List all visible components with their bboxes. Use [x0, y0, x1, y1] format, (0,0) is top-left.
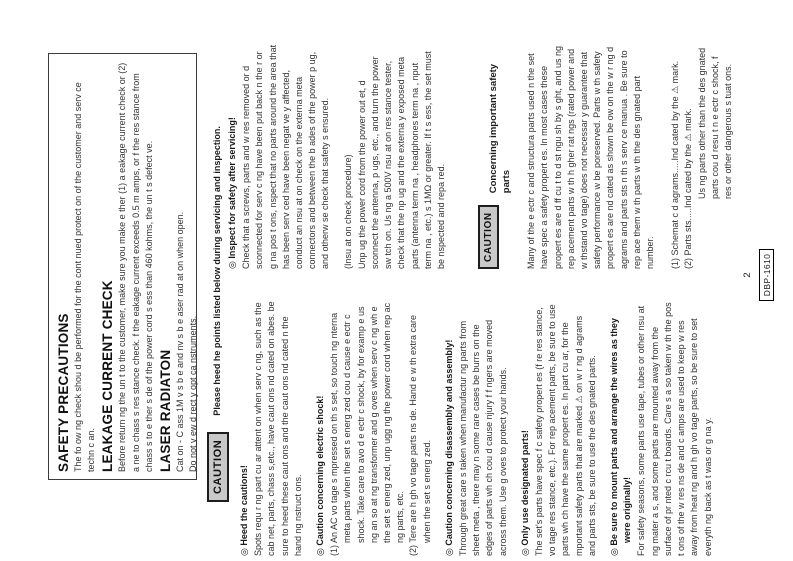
section-inspect-safety	[226, 44, 333, 269]
left-text-column	[238, 299, 724, 556]
right-text-column	[226, 44, 735, 269]
list-item: (2) Parts sts.....Ind cated by the ⚠ mark.	[683, 108, 694, 269]
leakage-current-check-title: LEAKAGE CURRENT CHECK	[100, 280, 116, 472]
marked-items-note: Us ng parts other than the des gnated parts cou d resu t n e ectr c shock, f res or other dangerous s tuat ons.	[696, 47, 734, 199]
section-heading: ◎ Inspect for safety after servicing!	[227, 117, 237, 269]
section-heading: ◎ Caution concerning disassembly and assembly!	[443, 339, 454, 556]
section-heading: (Insu at on check procedure)	[342, 154, 353, 269]
page-footer	[742, 239, 775, 311]
model-number-box: DBP-1610	[759, 249, 774, 301]
safety-precautions-box	[48, 53, 197, 480]
laser-radiation-text-1: Cat on - C ass 1M v s b e and nv s b e aser rad at on when open.	[175, 211, 186, 472]
section-insulation-check	[342, 44, 449, 269]
caution-badge: CAUTION	[207, 432, 229, 502]
list-item: (1) Schemat c d agrams.....Ind cated by the ⚠ mark.	[670, 60, 681, 269]
section-heading: ◎ Heed the cautions!	[239, 465, 249, 556]
section-electric-shock	[314, 299, 434, 556]
section-heading: ◎ Be sure to mount parts and arrange the wires as they were originally!	[609, 318, 633, 556]
leakage-current-check-text: Before return ng the un t to the customer, make sure you make e ther (1) a eakage current check or (2) a ne to chass s res stance check. f the eakage current exceeds 0.5 m amps, or f the res stance from chass s to e ther s de of the power cord s ess than 460 kohms, the un t s defect ve.	[117, 62, 154, 472]
laser-radiation-title: LASER RADIATON	[158, 349, 174, 472]
caution-banner-text: Please heed he points listed below during servicing and inspection.	[212, 126, 222, 416]
important-parts-paragraph: Many of the e ectr c and structura parts used n the set have spec a safety propert es. In most cases these propert es are d ff cu t to d st ngu sh by s ght, and us ng rep acement parts w th h gher rat ngs (rated power and w thstand vo tage) does not necessar y guarantee that safety performance w be poreserved. Parts w th safety propert es are nd cated as shown be ow on the w r ng d agrams and parts sts n th s serv ce manua . Be sure to rep ace them w th parts w th the des gnated part number.	[526, 46, 656, 269]
page-number: 2	[742, 272, 753, 278]
paragraph: For safety seasons, some parts use tape, tubes or other nsu at ng mater a s, and some parts are mounted away from the surface of pr nted c rcu t boards. Care s a so taken w th the pos t ons of the w res ns de and c amps are used to keep w res away from heat ng and h gh vo tage parts, so be sure to set everyth ng back as t was or g na y.	[636, 302, 713, 556]
laser-radiation-text-2: Do not v ew d rect y opt ca nstruments.	[188, 315, 199, 472]
paragraph: (1) An AC vo tage s mpressed on th s set, so touch ng nterna meta parts when the set s energ zed cou d cause e ectr c shock. Take care to avo d e ectr c shock, by for examp e us ng an so at ng transformer and g oves when serv c ng wh e the set s energ zed, unp ugg ng the power cord when rep ac ng parts, etc.	[329, 302, 406, 556]
section-designated-parts	[519, 299, 599, 556]
caution-banner-important-parts	[478, 44, 513, 269]
paragraph: The set's parts have spec f c safety propert es (f re res stance, vo tage res stance, etc.). For rep acement parts, be sure to use parts wh ch have the same propert es. In part cu ar, for the mportant safety parts that are marked ⚠ on w r ng d agrams and parts sts, be sure to use the des gnated parts.	[534, 304, 597, 556]
caution-badge: CAUTION	[478, 205, 499, 269]
marked-items-list	[669, 44, 735, 269]
paragraph: Through great care s taken when manufactur ng parts from sheet meta , there may n some rare cases be burrs on the edges of parts wh ch cou d cause njury f f ngers are moved across them. Use g oves to protect your hands.	[458, 319, 508, 556]
paragraph: Unp ug the power cord from the power out et, d sconnect the antenna, p ugs, etc., and turn the power sw tch on. Us ng a 500V nsu at on res stance tester, check that the np ug and the externa y exposed meta parts (antenna term na , headphones term na , nput term na , etc.) s 1MΩ or greater. If t s ess, the set must be nspected and repa red.	[356, 51, 447, 269]
section-heading: ◎ Only use designated parts!	[519, 430, 530, 556]
section-mount-parts	[608, 299, 715, 556]
paragraph: (2) Tere are h gh vo tage parts ns de. Hand e w th extra care when the set s energ zed.	[408, 315, 432, 556]
safety-precautions-text: The fo ow ng check shou d be performed for the cont nued protect on of the customer and serv ce techn c an.	[73, 82, 97, 472]
paragraph: Check that a screws, parts and w res removed or d sconnected for serv c ng have been put back n the r or g na pos t ons, nspect that no parts around the area that has been serv ced have been negat ve y affected, conduct an nsu at on check on the externa meta connectors and between the b ades of the power p ug, and otherw se check that safety s ensured.	[241, 44, 331, 269]
paragraph: Spots requ r ng part cu ar attent on when serv c ng, such as the cab net, parts, chass s,etc., have caut ons nd cated on abes. be sure to heed these caut ons and the caut ons nd cated n the hand ng nstruct ons.	[253, 301, 303, 556]
section-heading: ◎ Caution concerning electric shock!	[315, 395, 326, 556]
caution-banner-text: Concerning important safety parts	[488, 63, 512, 194]
section-disassembly	[443, 299, 510, 556]
section-heed-cautions	[238, 299, 305, 556]
safety-precautions-title: SAFETY PRECAUTIONS	[56, 313, 71, 472]
